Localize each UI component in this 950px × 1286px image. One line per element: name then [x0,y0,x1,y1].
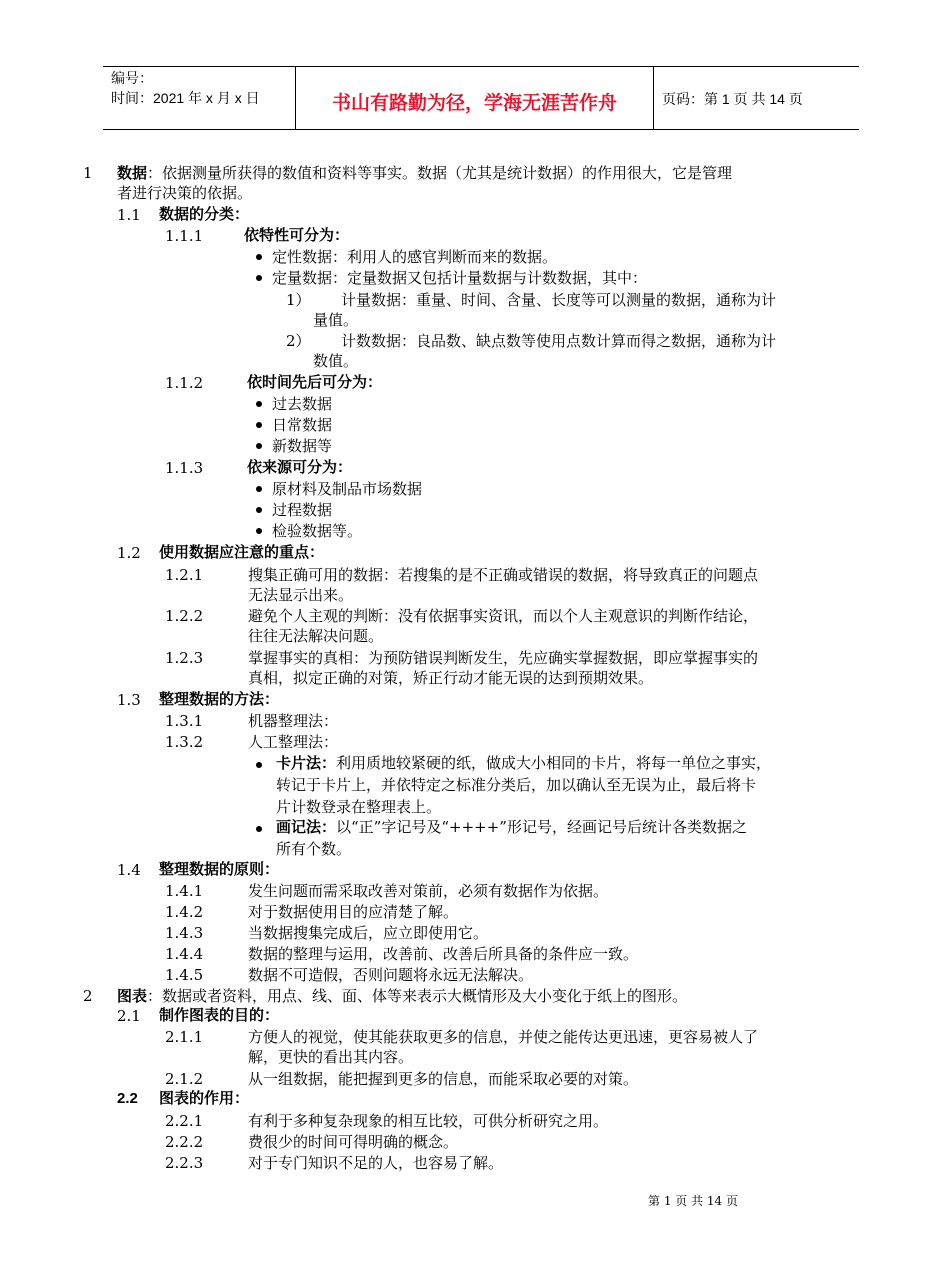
card-method-line-3: 片计数登录在整理表上。 [276,798,442,816]
numbered-item-text: 计数数据：良品数、缺点数等使用点数计算而得之数据，通称为计 [341,332,777,350]
section-1-3-number: 1.3 [117,691,141,709]
item-text: 避免个人主观的判断：没有依据事实资讯，而以个人主观意识的判断作结论， [248,607,759,625]
list-item: 过程数据 [272,501,333,519]
item-number: 2.2.1 [165,1112,204,1130]
item-number: 2.2.2 [165,1133,204,1151]
section-2-2-number: 2.2 [117,1090,138,1107]
bullet-icon [256,507,262,513]
list-item: 检验数据等。 [272,522,363,540]
section-1-1-3-title: 依来源可分为： [247,459,353,476]
item-text: 真相，拟定正确的对策，矫正行动才能无误的达到预期效果。 [248,669,654,687]
page-footer: 第 1 页 共 14 页 [648,1194,738,1208]
list-item: 新数据等 [272,437,333,455]
card-method-title: 卡片法： [276,755,337,772]
item-text: 解，更快的看出其内容。 [248,1048,414,1066]
item-text: 发生问题而需采取改善对策前，必须有数据作为依据。 [248,882,609,900]
list-item: 原材料及制品市场数据 [272,480,423,498]
list-item: 定量数据：定量数据又包括计量数据与计数数据，其中： [272,269,648,287]
section-1-4-number: 1.4 [117,861,141,879]
section-2-1-title: 制作图表的目的： [159,1007,280,1024]
item-text: 方便人的视觉，使其能获取更多的信息，并使之能传达更迅速，更容易被人了 [248,1028,759,1046]
numbered-item-text: 数值。 [313,352,359,370]
item-number: 1.2.1 [165,566,204,584]
section-1-line-1 [117,163,732,184]
header-top-rule [103,66,859,67]
section-1-1-3-number: 1.1.3 [165,459,204,477]
section-1-1-1-title: 依特性可分为： [244,227,350,244]
numbered-marker: 1） [286,291,311,309]
numbered-item-text: 计量数据：重量、时间、含量、长度等可以测量的数据，通称为计 [341,291,777,309]
bullet-icon [256,826,262,832]
bullet-icon [256,401,262,407]
bullet-icon [256,422,262,428]
section-1-2-title: 使用数据应注意的重点： [159,544,325,561]
card-method-text: 利用质地较紧硬的纸，做成大小相同的卡片，将每一单位之事实， [336,754,772,772]
item-number: 2.1.1 [165,1028,204,1046]
item-text: 对于数据使用目的应清楚了解。 [248,903,459,921]
item-number: 1.4.1 [165,882,204,900]
doc-number: 编号： [111,70,153,86]
numbered-item-text: 量值。 [313,311,359,329]
section-2-line [117,986,687,1007]
item-text: 往往无法解决问题。 [248,627,384,645]
draw-method-line-1 [276,817,747,838]
item-number: 2.1.2 [165,1070,204,1088]
item-number: 2.2.3 [165,1154,204,1172]
section-2-text: ：数据或者资料，用点、线、面、体等来表示大概情形及大小变化于纸上的图形。 [147,987,688,1005]
list-item: 定性数据：利用人的感官判断而来的数据。 [272,248,558,266]
doc-time: 时间：2021 年 x 月 x 日 [111,90,260,106]
item-text: 机器整理法： [248,712,339,730]
bullet-icon [256,275,262,281]
item-text: 当数据搜集完成后，应立即使用它。 [248,924,489,942]
item-number: 1.4.2 [165,903,204,921]
section-1-1-number: 1.1 [117,206,141,224]
header-motto: 书山有路勤为径，学海无涯苦作舟 [331,93,617,114]
bullet-icon [256,528,262,534]
card-method-line-1 [276,753,771,774]
section-2-2-title: 图表的作用： [159,1090,250,1107]
header-divider-2 [653,66,654,130]
item-text: 掌握事实的真相：为预防错误判断发生，先应确实掌握数据，即应掌握事实的 [248,649,759,667]
draw-method-title: 画记法： [276,819,337,836]
item-number: 1.3.2 [165,733,204,751]
item-number: 1.4.5 [165,966,204,984]
list-item: 日常数据 [272,416,333,434]
header-bottom-rule [103,129,859,130]
section-1-number: 1 [83,164,93,182]
section-2-title: 图表 [117,988,148,1005]
item-number: 1.2.3 [165,649,204,667]
item-number: 1.3.1 [165,712,204,730]
section-1-text-b: 者进行决策的依据。 [117,184,253,202]
item-text: 搜集正确可用的数据：若搜集的是不正确或错误的数据，将导致真正的问题点 [248,566,759,584]
item-text: 数据不可造假，否则问题将永远无法解决。 [248,966,534,984]
bullet-icon [256,254,262,260]
item-text: 人工整理法： [248,733,339,751]
item-text: 有利于多种复杂现象的相互比较，可供分析研究之用。 [248,1112,609,1130]
item-text: 无法显示出来。 [248,586,354,604]
card-method-line-2: 转记于卡片上，并依特定之标准分类后，加以确认至无误为止，最后将卡 [276,776,757,794]
item-text: 对于专门知识不足的人，也容易了解。 [248,1154,504,1172]
section-1-1-1-number: 1.1.1 [165,227,204,245]
bullet-icon [256,762,262,768]
item-text: 数据的整理与运用，改善前、改善后所具备的条件应一致。 [248,945,639,963]
item-text: 从一组数据，能把握到更多的信息，而能采取必要的对策。 [248,1070,639,1088]
section-1-1-title: 数据的分类： [159,206,250,223]
section-1-text-a: ：依据测量所获得的数值和资料等事实。数据（尤其是统计数据）的作用很大，它是管理 [147,164,733,182]
section-1-3-title: 整理数据的方法： [159,691,280,708]
section-2-1-number: 2.1 [117,1007,141,1025]
list-item: 过去数据 [272,395,333,413]
item-number: 1.4.4 [165,945,204,963]
section-1-1-2-title: 依时间先后可分为： [247,374,383,391]
item-text: 费很少的时间可得明确的概念。 [248,1133,459,1151]
bullet-icon [256,443,262,449]
draw-method-text: 以“正”字记号及“++++”形记号，经画记号后统计各类数据之 [336,818,747,836]
section-1-title: 数据 [117,165,148,182]
section-2-number: 2 [83,987,93,1005]
section-1-1-2-number: 1.1.2 [165,374,204,392]
item-number: 1.4.3 [165,924,204,942]
header-page-number: 页码：第 1 页 共 14 页 [662,91,803,107]
item-number: 1.2.2 [165,607,204,625]
numbered-marker: 2） [286,332,311,350]
section-1-4-title: 整理数据的原则： [159,861,280,878]
bullet-icon [256,486,262,492]
section-1-2-number: 1.2 [117,544,141,562]
header-meta [111,68,260,108]
draw-method-line-2: 所有个数。 [276,840,352,858]
